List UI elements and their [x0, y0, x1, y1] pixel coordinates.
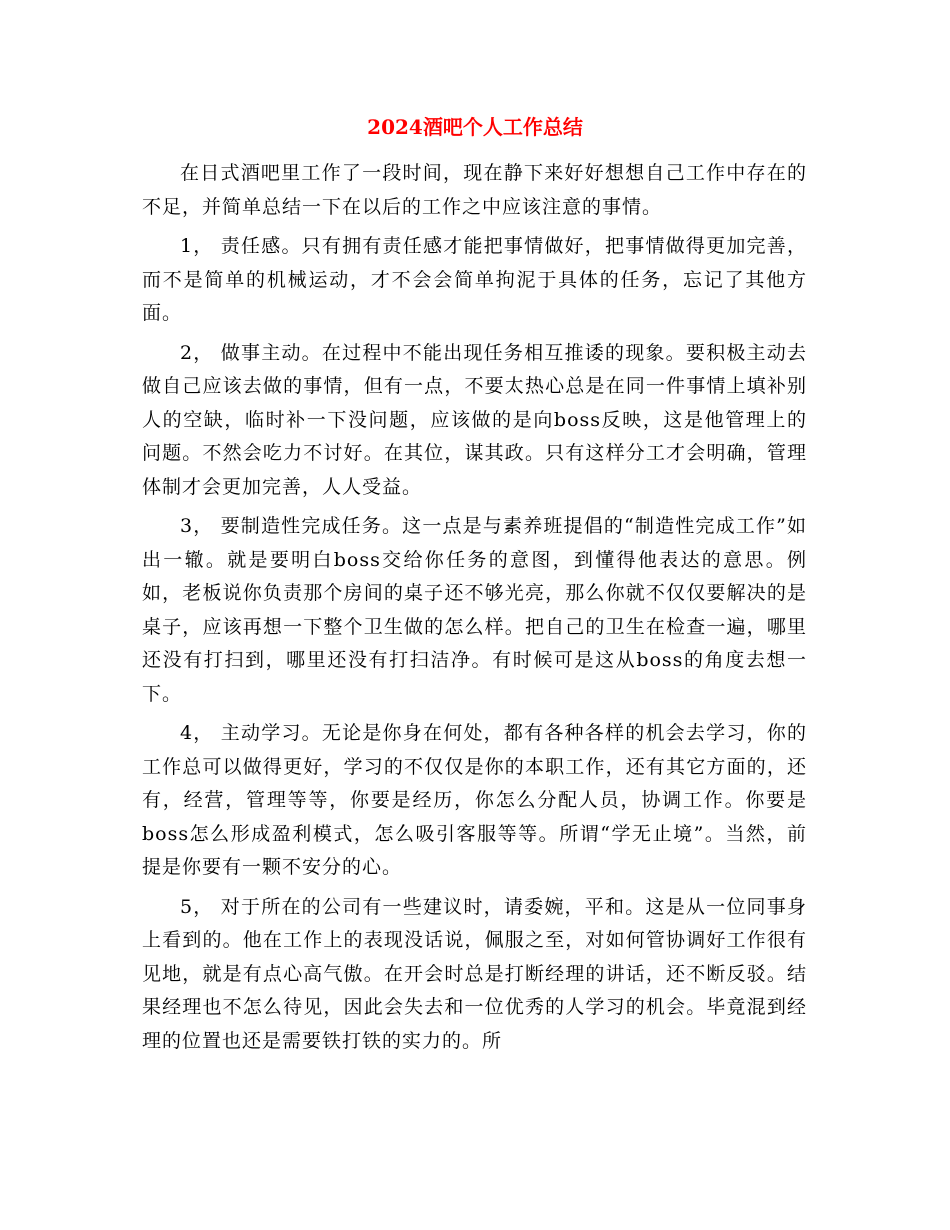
document-title: 2024酒吧个人工作总结: [367, 115, 583, 139]
paragraph-intro: 在日式酒吧里工作了一段时间，现在静下来好好想想自己工作中存在的不足，并简单总结一下在以后的工作之中应该注意的事情。: [142, 162, 807, 218]
paragraph-item-2: 2， 做事主动。在过程中不能出现任务相互推诿的现象。要积极主动去做自己应该去做的事情，但有一点，不要太热心总是在同一件事情上填补别人的空缺，临时补一下没问题，应该做的是向boss反映，这是他管理上的问题。不然会吃力不讨好。在其位，谋其政。只有这样分工才会明确，管理体制才会更加完善，人人受益。: [142, 341, 807, 498]
paragraph-item-4: 4， 主动学习。无论是你身在何处，都有各种各样的机会去学习，你的工作总可以做得更好，学习的不仅仅是你的本职工作，还有其它方面的，还有，经营，管理等等，你要是经历，你怎么分配人员，协调工作。你要是boss怎么形成盈利模式，怎么吸引客服等等。所谓“学无止境”。当然，前提是你要有一颗不安分的心。: [142, 722, 807, 878]
paragraph-item-3: 3， 要制造性完成任务。这一点是与素养班提倡的“制造性完成工作”如出一辙。就是要明白boss交给你任务的意图，到懂得他表达的意思。例如，老板说你负责那个房间的桌子还不够光亮，那么你就不仅仅要解决的是桌子，应该再想一下整个卫生做的怎么样。把自己的卫生在检查一遍，哪里还没有打扫到，哪里还没有打扫洁净。有时候可是这从boss的角度去想一下。: [142, 515, 807, 705]
paragraph-item-1: 1， 责任感。只有拥有责任感才能把事情做好，把事情做得更加完善，而不是简单的机械运动，才不会会简单拘泥于具体的任务，忘记了其他方面。: [142, 235, 807, 324]
paragraph-item-5: 5， 对于所在的公司有一些建议时，请委婉，平和。这是从一位同事身上看到的。他在工作上的表现没话说，佩服之至，对如何管协调好工作很有见地，就是有点心高气傲。在开会时总是打断经理的讲话，还不断反驳。结果经理也不怎么待见，因此会失去和一位优秀的人学习的机会。毕竟混到经理的位置也还是需要铁打铁的实力的。所: [142, 895, 807, 1052]
document-body: [142, 157, 807, 1058]
